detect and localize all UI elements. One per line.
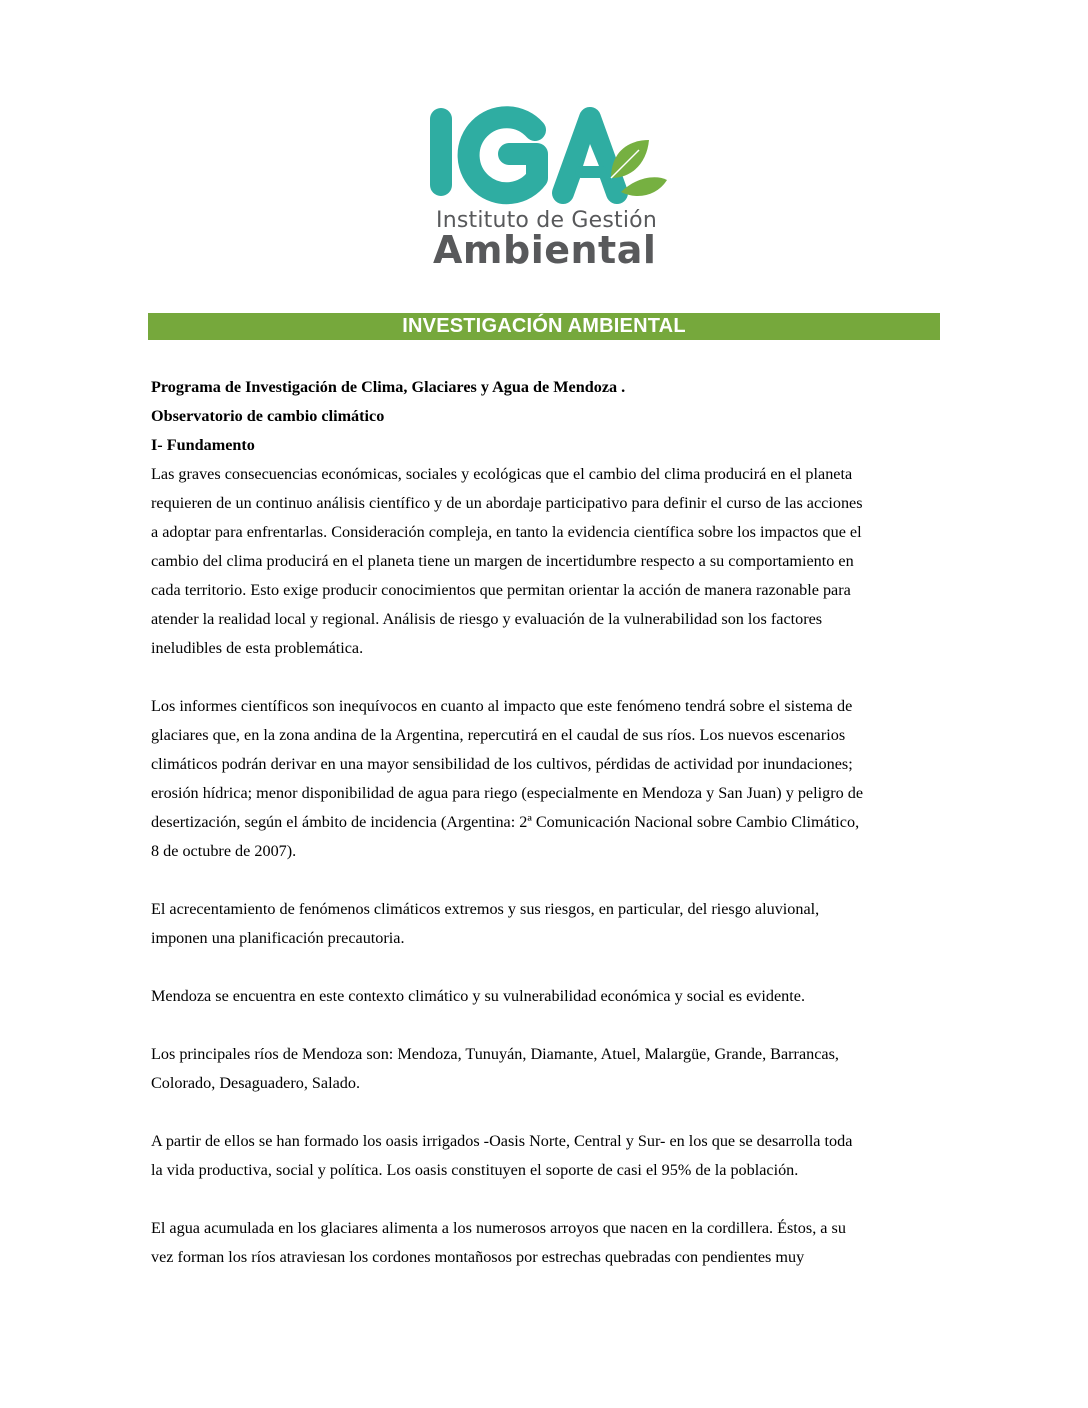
- text-line: Colorado, Desaguadero, Salado.: [151, 1074, 361, 1092]
- section-banner: [148, 313, 940, 340]
- paragraph-6: [151, 1127, 951, 1185]
- text-line: 8 de octubre de 2007).: [151, 842, 297, 860]
- paragraph-1: [151, 460, 951, 663]
- section-heading: I- Fundamento: [151, 436, 255, 454]
- text-line: a adoptar para enfrentarlas. Consideración compleja, en tanto la evidencia científica sobre los impactos que el: [151, 523, 862, 541]
- paragraph-5: [151, 1040, 951, 1098]
- text-line: ineludibles de esta problemática.: [151, 639, 364, 657]
- paragraph-2: [151, 692, 951, 866]
- text-line: climáticos podrán derivar en una mayor sensibilidad de los cultivos, pérdidas de actividad por inundaciones;: [151, 755, 853, 773]
- text-line: El agua acumulada en los glaciares alimenta a los numerosos arroyos que nacen en la cordillera. Éstos, a su: [151, 1219, 846, 1237]
- text-line: Los informes científicos son inequívocos en cuanto al impacto que este fenómeno tendrá sobre el sistema de: [151, 697, 853, 715]
- paragraph-4: [151, 982, 951, 1011]
- program-heading: Programa de Investigación de Clima, Glaciares y Agua de Mendoza .: [151, 378, 626, 396]
- text-line: cambio del clima producirá en el planeta tiene un margen de incertidumbre respecto a su comportamiento en: [151, 552, 854, 570]
- text-line: la vida productiva, social y política. Los oasis constituyen el soporte de casi el 95% de la población.: [151, 1161, 799, 1179]
- observatory-heading: Observatorio de cambio climático: [151, 407, 385, 425]
- iga-logo: [425, 100, 675, 275]
- text-line: Los principales ríos de Mendoza son: Mendoza, Tunuyán, Diamante, Atuel, Malargüe, Grande, Barrancas,: [151, 1045, 839, 1063]
- text-line: atender la realidad local y regional. Análisis de riesgo y evaluación de la vulnerabilidad son los factores: [151, 610, 823, 628]
- text-line: desertización, según el ámbito de incidencia (Argentina: 2ª Comunicación Nacional sobre Cambio Climático,: [151, 813, 860, 831]
- logo-subtitle: Instituto de Gestión: [436, 208, 657, 233]
- text-line: erosión hídrica; menor disponibilidad de agua para riego (especialmente en Mendoza y San Juan) y peligro de: [151, 784, 864, 802]
- paragraph-7: [151, 1214, 951, 1272]
- iga-logo-mark: [425, 100, 675, 210]
- banner-title: INVESTIGACIÓN AMBIENTAL: [402, 315, 686, 337]
- text-line: Mendoza se encuentra en este contexto climático y su vulnerabilidad económica y social es evidente.: [151, 987, 805, 1005]
- text-line: A partir de ellos se han formado los oasis irrigados -Oasis Norte, Central y Sur- en los que se desarrolla toda: [151, 1132, 853, 1150]
- text-line: vez forman los ríos atraviesan los cordones montañosos por estrechas quebradas con pendientes muy: [151, 1248, 805, 1266]
- logo-wordmark: Ambiental: [433, 228, 657, 272]
- paragraph-3: [151, 895, 951, 953]
- text-line: cada territorio. Esto exige producir conocimientos que permitan orientar la acción de manera razonable para: [151, 581, 851, 599]
- text-line: glaciares que, en la zona andina de la Argentina, repercutirá en el caudal de sus ríos. Los nuevos escenarios: [151, 726, 846, 744]
- text-line: El acrecentamiento de fenómenos climáticos extremos y sus riesgos, en particular, del riesgo aluvional,: [151, 900, 820, 918]
- text-line: requieren de un continuo análisis científico y de un abordaje participativo para definir el curso de las acciones: [151, 494, 863, 512]
- text-line: Las graves consecuencias económicas, sociales y ecológicas que el cambio del clima producirá en el planeta: [151, 465, 853, 483]
- text-line: imponen una planificación precautoria.: [151, 929, 405, 947]
- document-body: [151, 373, 951, 1272]
